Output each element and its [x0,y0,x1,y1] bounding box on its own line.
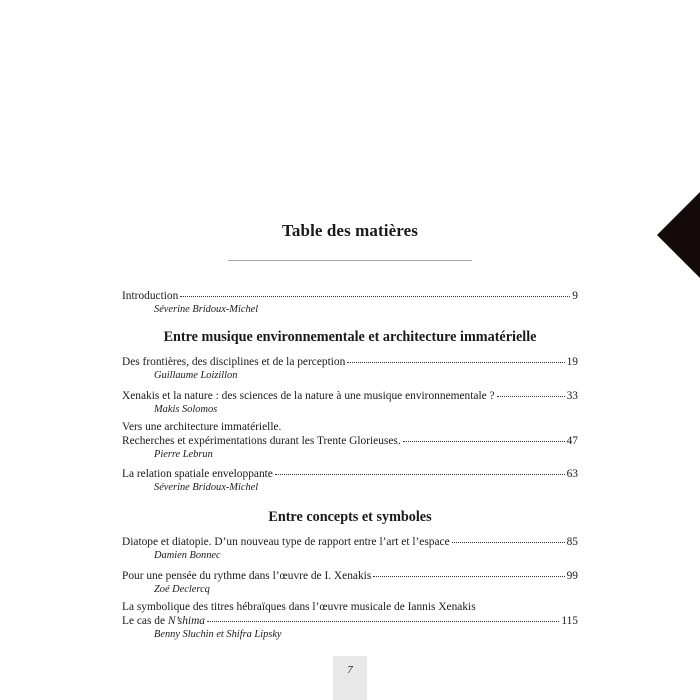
toc-entry-author: Zoé Declercq [154,584,210,595]
toc-entry-title: La relation spatiale enveloppante [122,468,273,480]
toc-entry-introduction[interactable] [122,289,578,316]
toc-entry-title: Xenakis et la nature : des sciences de la nature à une musique environnementale ? [122,390,495,402]
toc-entry-page: 47 [566,435,578,447]
dot-leader [373,575,564,577]
toc-entry-page: 9 [572,290,578,302]
toc-entry-page: 19 [566,356,578,368]
page-number: 7 [347,664,353,676]
toc-entry-page: 63 [566,468,578,480]
toc-entry[interactable] [122,600,578,641]
toc-entry-author: Pierre Lebrun [154,449,213,460]
toc-entry-page: 99 [566,570,578,582]
toc-entry-title-line: Vers une architecture immatérielle. [122,421,282,433]
toc-entry-title-emphasis: N’shima [167,615,205,627]
page-number-box [333,656,367,700]
toc-entry[interactable] [122,389,578,416]
title-rule [228,260,472,261]
dot-leader [403,440,565,442]
section-heading: Entre musique environnementale et architecture immatérielle [163,329,537,345]
toc-entry-author: Séverine Bridoux-Michel [154,482,259,493]
toc-entry-title-line [122,614,205,628]
toc-entry-author: Damien Bonnec [154,550,221,561]
toc-entry-author: Makis Solomos [154,404,218,415]
dot-leader [180,295,570,297]
toc-entry-title-prefix: Le cas de [122,615,168,627]
toc-entry-title: Diatope et diatopie. D’un nouveau type de rapport entre l’art et l’espace [122,536,450,548]
toc-entry-author: Benny Sluchin et Shifra Lipsky [154,629,282,640]
section-heading: Entre concepts et symboles [268,509,432,525]
toc-entry-page: 85 [566,536,578,548]
toc-entry-title: Pour une pensée du rythme dans l’œuvre de I. Xenakis [122,570,372,582]
toc-entry-page: 115 [561,615,578,627]
page-title: Table des matières [282,221,418,240]
dot-leader [497,395,565,397]
toc-entry-title: Introduction [122,290,179,302]
dot-leader [347,361,564,363]
toc-entry-author: Guillaume Loizillon [154,370,238,381]
toc-entry[interactable] [122,535,578,562]
toc-entry-author: Séverine Bridoux-Michel [154,304,259,315]
toc-entry-title: Des frontières, des disciplines et de la perception [122,356,346,368]
toc-entry[interactable] [122,355,578,382]
toc-entry[interactable] [122,569,578,596]
toc-entry[interactable] [122,467,578,494]
toc-entry-title-line: Recherches et expérimentations durant les Trente Glorieuses. [122,435,401,447]
toc-entry[interactable] [122,420,578,461]
toc-entry-title-line: La symbolique des titres hébraïques dans l’œuvre musicale de Iannis Xenakis [122,601,476,613]
toc-entry-page: 33 [566,390,578,402]
dot-leader [207,620,559,622]
dot-leader [452,541,565,543]
dot-leader [275,473,565,475]
